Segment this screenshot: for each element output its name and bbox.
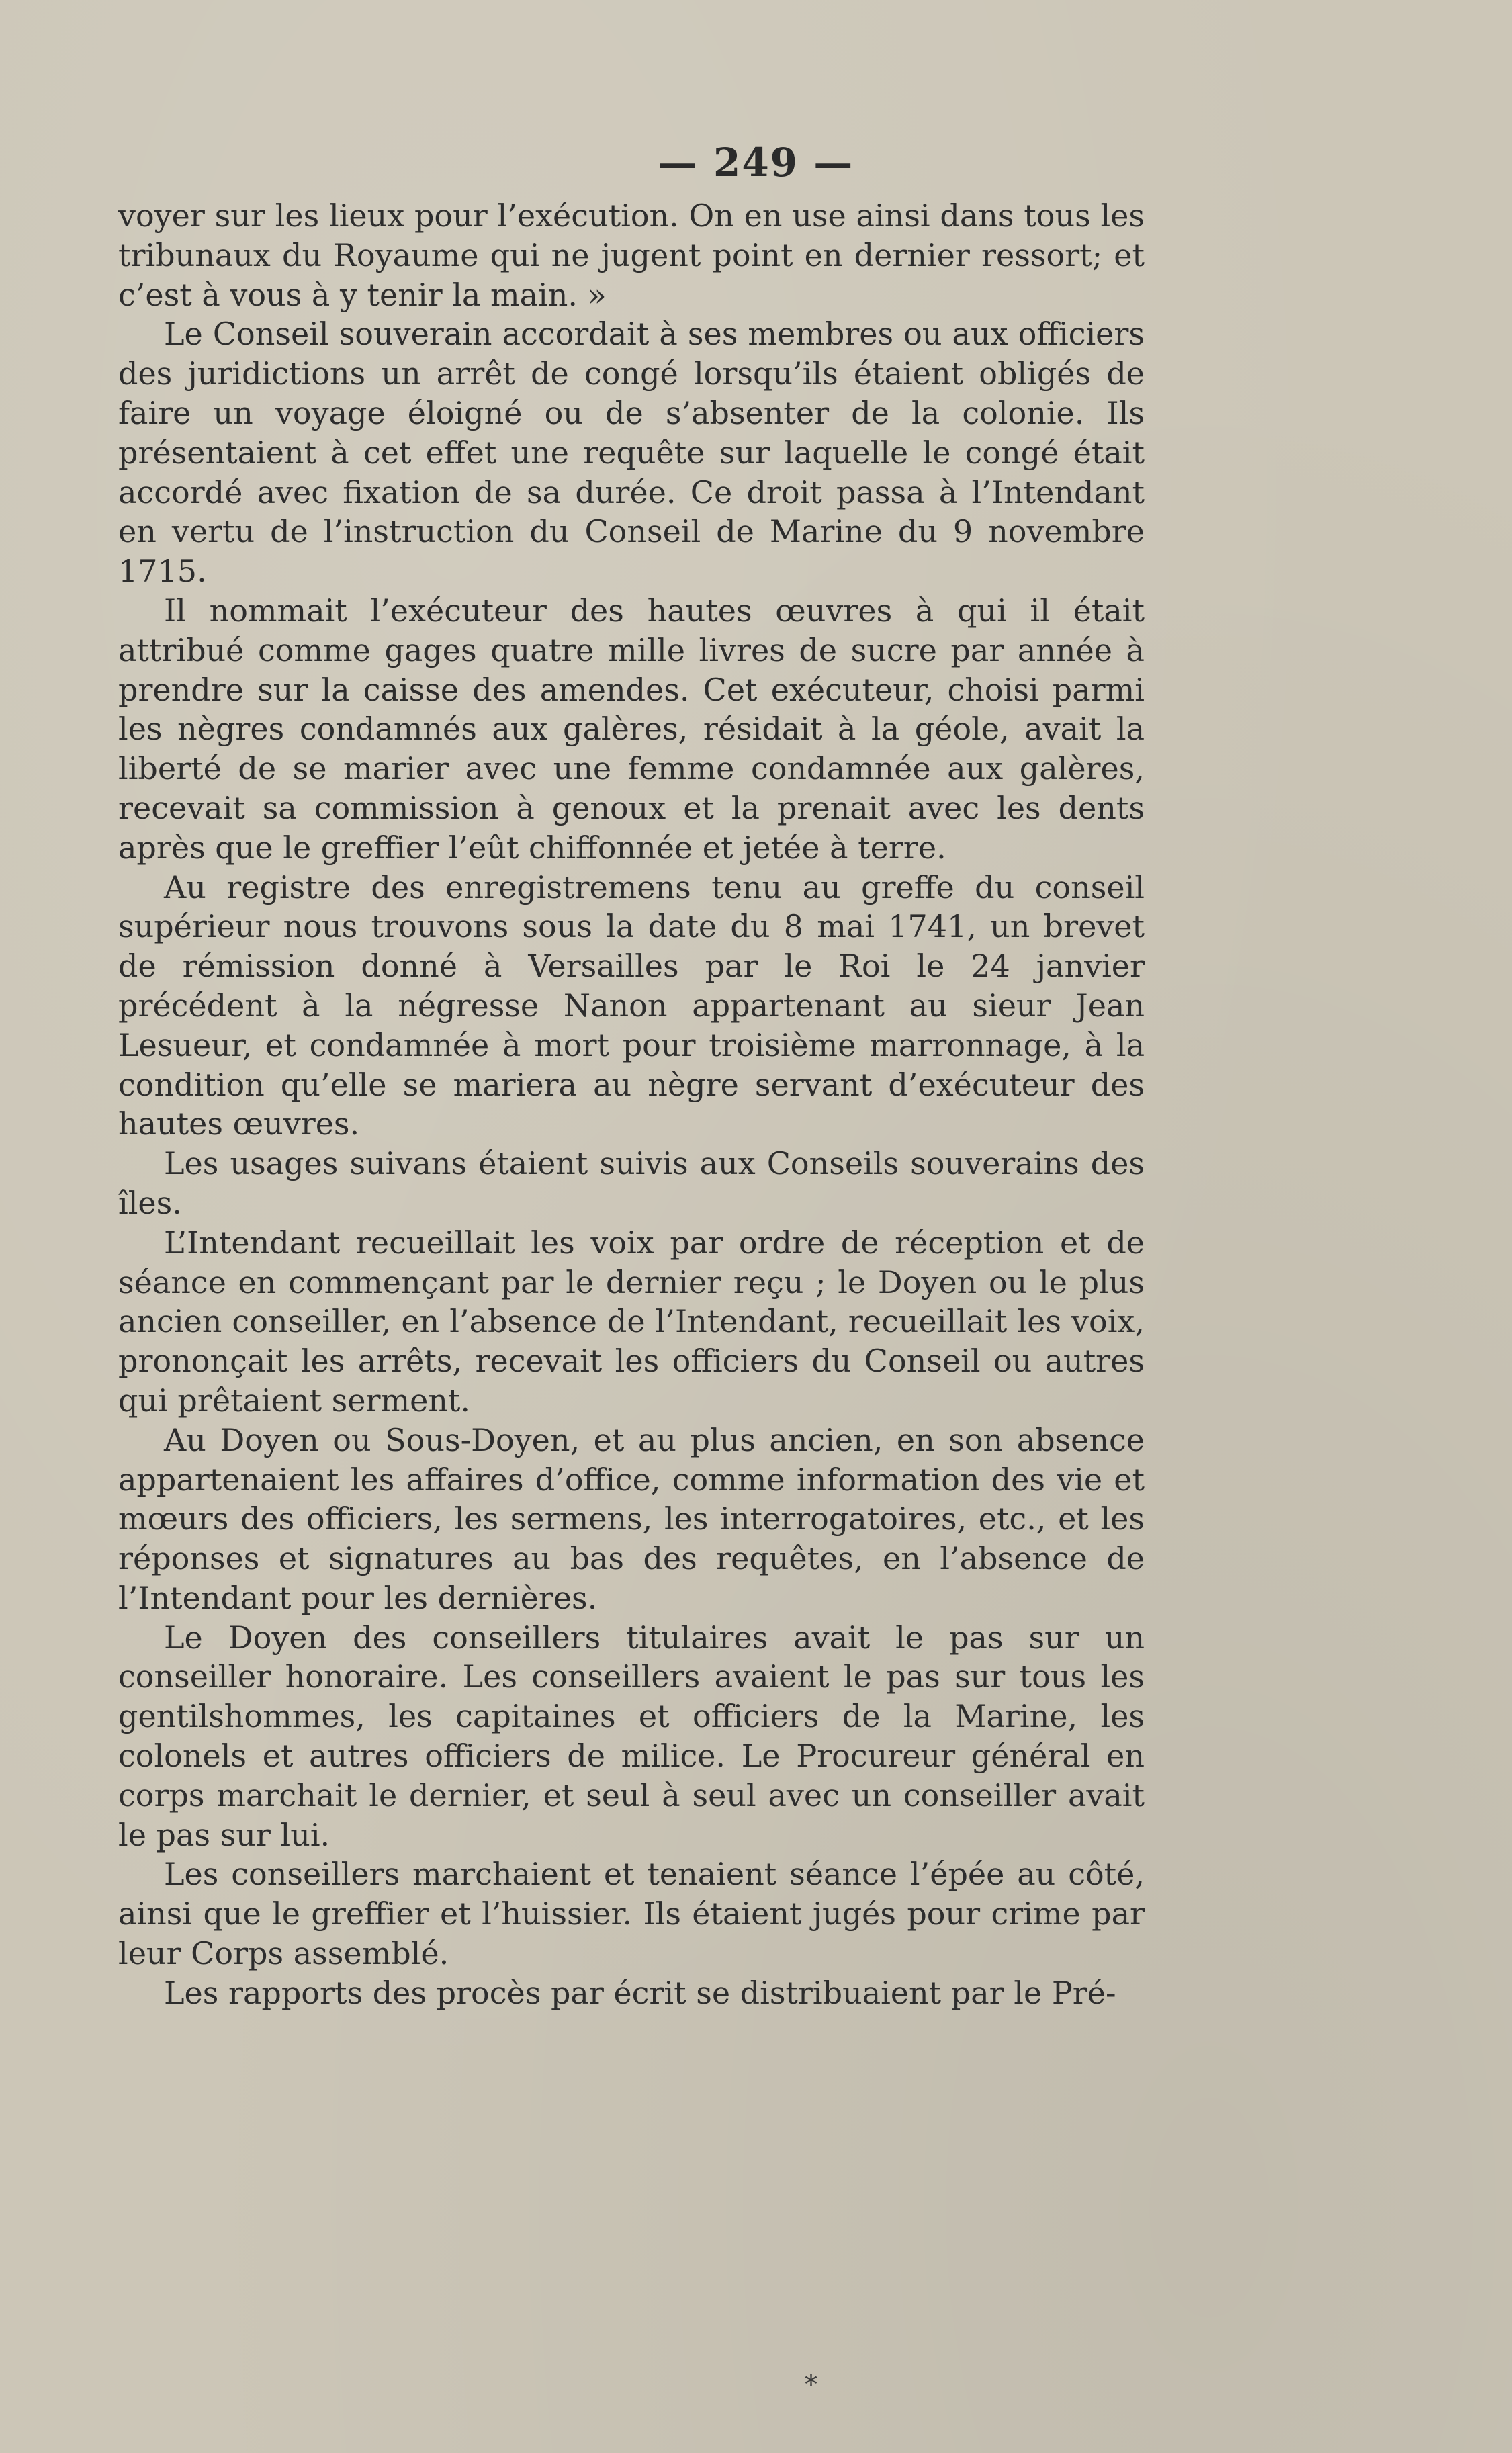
paragraph-2: Le Conseil souverain accordait à ses membres ou aux officiers des juridictions un arrêt de congé lorsqu’ils étaient obligés de faire un voyage éloigné ou de s’absenter de la colonie. Ils présentaient à cet effet une requête sur laquelle le congé était accordé avec fixation de sa durée. Ce droit passa à l’Intendant en vertu de l’instruction du Conseil de Marine du 9 novembre 1715.: [118, 316, 1145, 590]
paragraph-4: Au registre des enregistremens tenu au greffe du conseil supérieur nous trouvons sous la date du 8 mai 1741, un brevet de rémission donné à Versailles par le Roi le 24 janvier précédent à la négresse Nanon appartenant au sieur Jean Lesueur, et condamnée à mort pour troisième marronnage, à la condition qu’elle se mariera au nègre servant d’exécuteur des hautes œuvres.: [118, 868, 1145, 1143]
paragraph-10: Les rapports des procès par écrit se distribuaient par le Pré-: [164, 1974, 1116, 2011]
paragraph-8: Le Doyen des conseillers titulaires avait le pas sur un conseiller honoraire. Les conseillers avaient le pas sur tous les gentilshommes, les capitaines et officiers de la Marine, les colonels et autres officiers de milice. Le Procureur général en corps marchait le dernier, et seul à seul avec un conseiller avait le pas sur lui.: [118, 1619, 1145, 1853]
paragraph-6: L’Intendant recueillait les voix par ordre de réception et de séance en commençant par le dernier reçu ; le Doyen ou le plus ancien conseiller, en l’absence de l’Intendant, recueillait les voix, prononçait les arrêts, recevait les officiers du Conseil ou autres qui prêtaient serment.: [118, 1224, 1145, 1419]
body-text: [118, 196, 1145, 2013]
footer-mark: *: [805, 2370, 817, 2399]
page-number: — 249 —: [658, 140, 854, 185]
paragraph-1: voyer sur les lieux pour l’exécution. On en use ainsi dans tous les tribunaux du Royaume qui ne jugent point en dernier ressort; et c’est à vous à y tenir la main. »: [118, 197, 1145, 313]
paragraph-3: Il nommait l’exécuteur des hautes œuvres à qui il était attribué comme gages quatre mille livres de sucre par année à prendre sur la caisse des amendes. Cet exécuteur, choisi parmi les nègres condamnés aux galères, résidait à la géole, avait la liberté de se marier avec une femme condamnée aux galères, recevait sa commission à genoux et la prenait avec les dents après que le greffier l’eût chiffonnée et jetée à terre.: [118, 592, 1145, 866]
paragraph-9: Les conseillers marchaient et tenaient séance l’épée au côté, ainsi que le greffier et l’huissier. Ils étaient jugés pour crime par leur Corps assemblé.: [118, 1856, 1145, 1972]
paragraph-5: Les usages suivans étaient suivis aux Conseils souverains des îles.: [118, 1145, 1145, 1221]
paragraph-7: Au Doyen ou Sous-Doyen, et au plus ancien, en son absence appartenaient les affaires d’office, comme information des vie et mœurs des officiers, les sermens, les interrogatoires, etc., et les réponses et signatures au bas des requêtes, en l’absence de l’Intendant pour les dernières.: [118, 1421, 1145, 1616]
